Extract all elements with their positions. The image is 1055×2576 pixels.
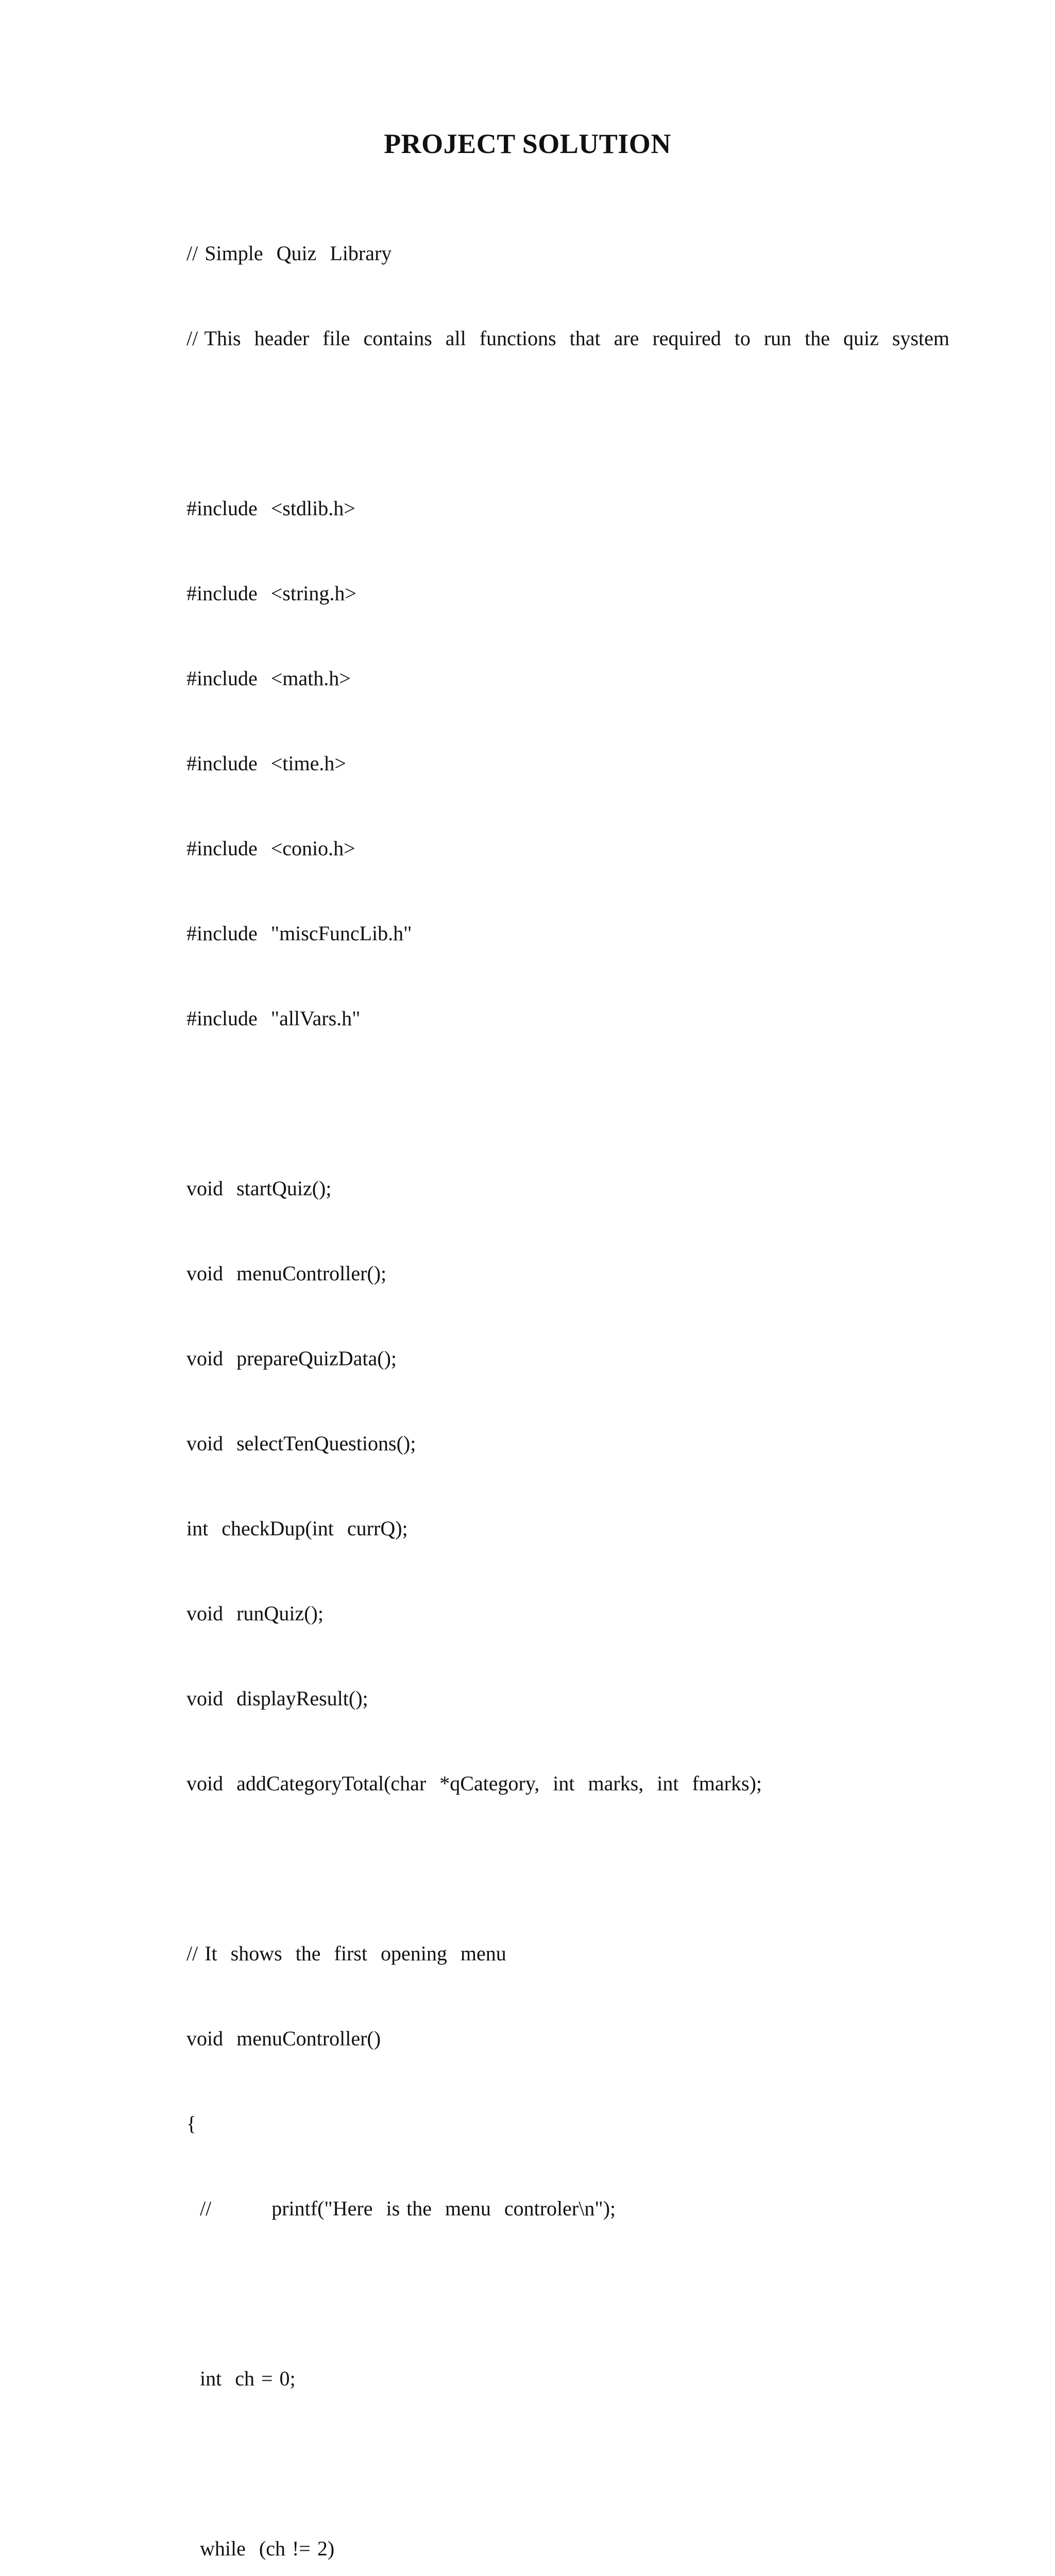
- code-line: [186, 1089, 1031, 1117]
- code-line: #include <conio.h>: [186, 837, 355, 860]
- page-title: PROJECT SOLUTION: [384, 128, 671, 159]
- code-line: void addCategoryTotal(char *qCategory, int marks, int fmarks);: [186, 1772, 762, 1795]
- code-line: #include <time.h>: [186, 752, 346, 775]
- code-line: int checkDup(int currQ);: [186, 1517, 408, 1540]
- code-line: {: [186, 2112, 197, 2135]
- code-line: [186, 409, 1031, 437]
- code-line: void prepareQuizData();: [186, 1347, 397, 1370]
- code-line: #include <math.h>: [186, 667, 351, 690]
- code-line: [186, 1854, 1031, 1883]
- code-line: // printf("Here is the menu controler\n");: [186, 2197, 616, 2220]
- code-line: #include "miscFuncLib.h": [186, 922, 412, 945]
- code-line: void menuController();: [186, 1262, 387, 1285]
- code-line: void selectTenQuestions();: [186, 1432, 416, 1455]
- code-line: void runQuiz();: [186, 1602, 324, 1625]
- code-line: // Simple Quiz Library: [186, 242, 392, 265]
- code-line: [186, 2449, 1031, 2478]
- code-line: #include "allVars.h": [186, 1007, 361, 1030]
- code-line: void startQuiz();: [186, 1177, 332, 1200]
- code-line: [186, 2279, 1031, 2308]
- code-listing: [186, 182, 1031, 2576]
- code-line: void displayResult();: [186, 1687, 368, 1710]
- code-line: // This header file contains all functions that are required to run the quiz system: [186, 327, 949, 350]
- code-line: #include <stdlib.h>: [186, 497, 355, 520]
- code-line: // It shows the first opening menu: [186, 1942, 506, 1965]
- code-line: void menuController(): [186, 2027, 381, 2050]
- code-line: int ch = 0;: [186, 2367, 296, 2390]
- code-line: while (ch != 2): [186, 2537, 335, 2560]
- code-line: #include <string.h>: [186, 582, 356, 605]
